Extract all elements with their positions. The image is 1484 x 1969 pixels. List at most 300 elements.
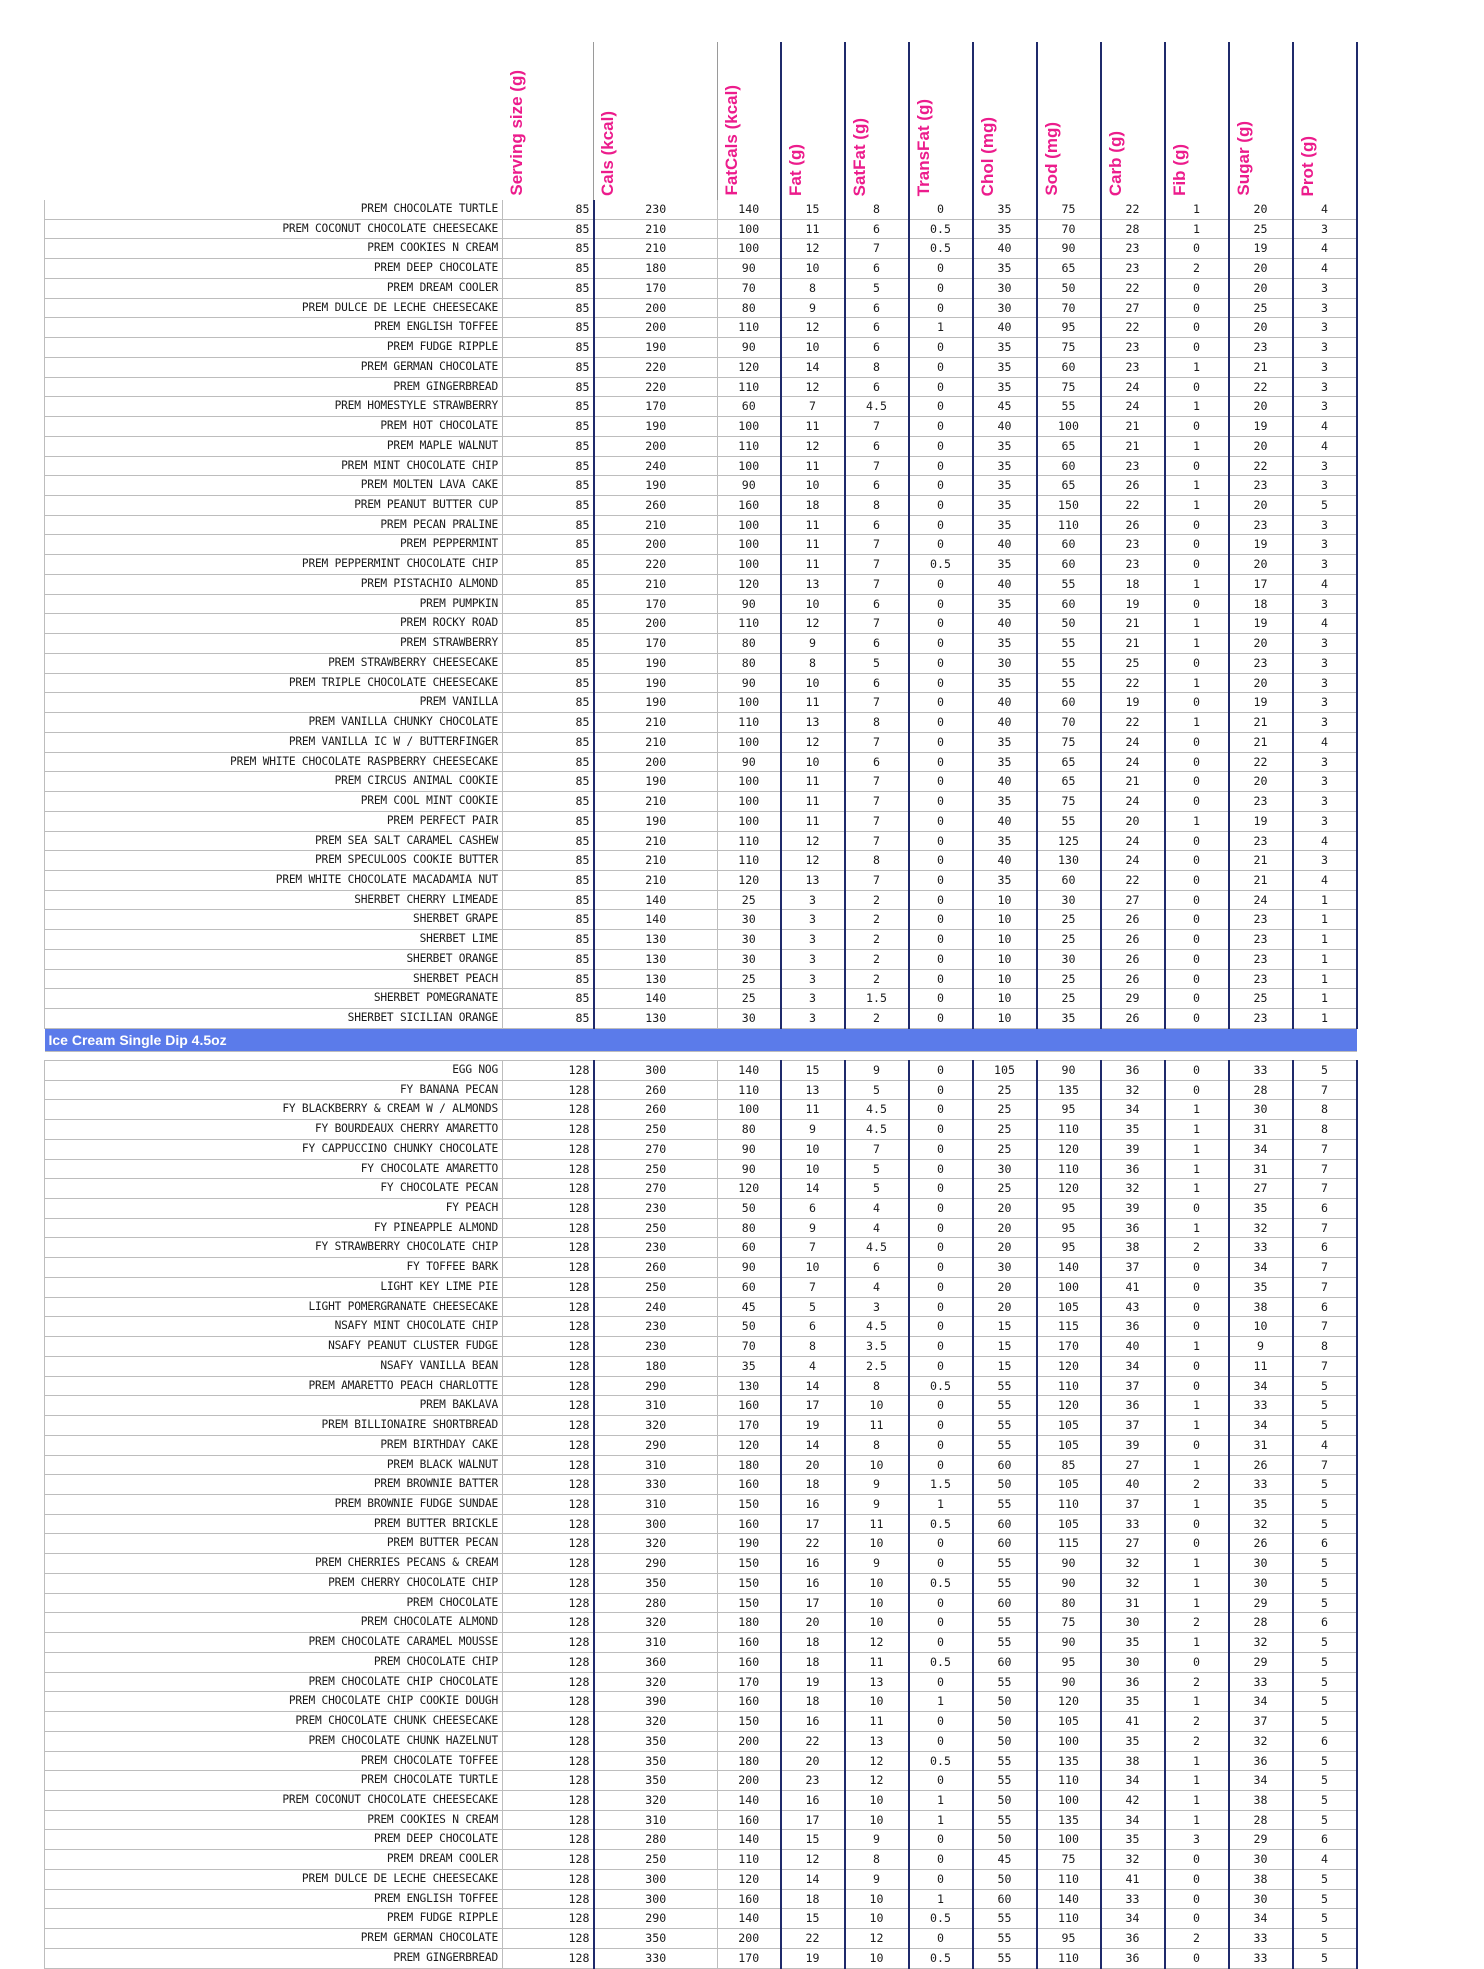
cholesterol-cell: 35 (973, 338, 1037, 358)
carbs-cell: 32 (1101, 1850, 1165, 1870)
serving-size-cell: 128 (503, 1317, 594, 1337)
fat-cell: 19 (781, 1948, 845, 1968)
sodium-cell: 105 (1037, 1435, 1101, 1455)
sodium-cell: 110 (1037, 1159, 1101, 1179)
sugar-cell: 29 (1229, 1593, 1293, 1613)
calories-cell: 330 (594, 1475, 718, 1495)
item-name-cell: LIGHT POMERGRANATE CHEESECAKE (45, 1297, 503, 1317)
trans-fat-cell: 0 (909, 969, 973, 989)
trans-fat-cell: 0 (909, 910, 973, 930)
sugar-cell: 17 (1229, 574, 1293, 594)
calories-cell: 320 (594, 1416, 718, 1436)
fat-calories-cell: 100 (718, 772, 781, 792)
protein-cell: 5 (1293, 496, 1357, 516)
protein-cell: 7 (1293, 1455, 1357, 1475)
serving-size-cell: 85 (503, 219, 594, 239)
protein-cell: 3 (1293, 673, 1357, 693)
sodium-cell: 70 (1037, 298, 1101, 318)
sat-fat-cell: 10 (845, 1909, 909, 1929)
fat-cell: 3 (781, 930, 845, 950)
calories-cell: 210 (594, 792, 718, 812)
calories-cell: 190 (594, 417, 718, 437)
fiber-cell: 0 (1165, 515, 1229, 535)
fat-cell: 10 (781, 338, 845, 358)
serving-size-cell: 128 (503, 1712, 594, 1732)
item-name-cell: PREM CHOCOLATE CHIP COOKIE DOUGH (45, 1692, 503, 1712)
section-block (45, 1028, 1357, 1060)
serving-size-cell: 128 (503, 1396, 594, 1416)
group-128g (45, 1060, 1357, 1968)
cholesterol-cell: 10 (973, 1009, 1037, 1029)
fiber-cell: 0 (1165, 1534, 1229, 1554)
table-row (45, 1376, 1357, 1396)
fiber-cell: 1 (1165, 1791, 1229, 1811)
fiber-cell: 1 (1165, 1139, 1229, 1159)
protein-cell: 5 (1293, 1495, 1357, 1515)
fiber-cell: 0 (1165, 239, 1229, 259)
calories-cell: 260 (594, 1258, 718, 1278)
table-row (45, 1554, 1357, 1574)
sodium-cell: 75 (1037, 732, 1101, 752)
trans-fat-cell: 0 (909, 1139, 973, 1159)
trans-fat-cell: 0 (909, 1009, 973, 1029)
header-carb: Carb (g) (1101, 42, 1165, 200)
table-row (45, 219, 1357, 239)
protein-cell: 7 (1293, 1277, 1357, 1297)
cholesterol-cell: 50 (973, 1712, 1037, 1732)
fat-cell: 22 (781, 1929, 845, 1949)
table-row (45, 594, 1357, 614)
cholesterol-cell: 40 (973, 772, 1037, 792)
sugar-cell: 28 (1229, 1810, 1293, 1830)
sugar-cell: 23 (1229, 792, 1293, 812)
fat-calories-cell: 160 (718, 1889, 781, 1909)
calories-cell: 190 (594, 476, 718, 496)
fiber-cell: 1 (1165, 397, 1229, 417)
item-name-cell: PREM DREAM COOLER (45, 1850, 503, 1870)
sugar-cell: 34 (1229, 1692, 1293, 1712)
fat-cell: 9 (781, 1218, 845, 1238)
table-row (45, 811, 1357, 831)
serving-size-cell: 85 (503, 634, 594, 654)
fiber-cell: 0 (1165, 969, 1229, 989)
serving-size-cell: 128 (503, 1948, 594, 1968)
cholesterol-cell: 30 (973, 1159, 1037, 1179)
item-name-cell: PREM PERFECT PAIR (45, 811, 503, 831)
cholesterol-cell: 25 (973, 1120, 1037, 1140)
item-name-cell: PREM VANILLA (45, 693, 503, 713)
fat-cell: 12 (781, 318, 845, 338)
fat-cell: 9 (781, 634, 845, 654)
protein-cell: 3 (1293, 792, 1357, 812)
fat-calories-cell: 140 (718, 200, 781, 219)
fiber-cell: 0 (1165, 535, 1229, 555)
header-chol: Chol (mg) (973, 42, 1037, 200)
carbs-cell: 35 (1101, 1830, 1165, 1850)
item-name-cell: SHERBET CHERRY LIMEADE (45, 890, 503, 910)
section-title: Ice Cream Single Dip 4.5oz (45, 1028, 1357, 1051)
calories-cell: 180 (594, 1356, 718, 1376)
fiber-cell: 1 (1165, 1337, 1229, 1357)
table-row (45, 1613, 1357, 1633)
protein-cell: 6 (1293, 1198, 1357, 1218)
table-row (45, 1948, 1357, 1968)
table-row (45, 752, 1357, 772)
fat-calories-cell: 170 (718, 1416, 781, 1436)
protein-cell: 5 (1293, 1909, 1357, 1929)
table-row (45, 1810, 1357, 1830)
carbs-cell: 26 (1101, 969, 1165, 989)
cholesterol-cell: 35 (973, 870, 1037, 890)
carbs-cell: 32 (1101, 1554, 1165, 1574)
fiber-cell: 1 (1165, 673, 1229, 693)
trans-fat-cell: 0 (909, 1712, 973, 1732)
sodium-cell: 65 (1037, 436, 1101, 456)
item-name-cell: PREM CHOCOLATE CHIP (45, 1652, 503, 1672)
protein-cell: 5 (1293, 1060, 1357, 1080)
carbs-cell: 22 (1101, 870, 1165, 890)
fat-calories-cell: 150 (718, 1554, 781, 1574)
sugar-cell: 11 (1229, 1356, 1293, 1376)
sodium-cell: 100 (1037, 1830, 1101, 1850)
sat-fat-cell: 6 (845, 377, 909, 397)
table-row (45, 989, 1357, 1009)
item-name-cell: PREM WHITE CHOCOLATE MACADAMIA NUT (45, 870, 503, 890)
sodium-cell: 35 (1037, 1009, 1101, 1029)
fiber-cell: 0 (1165, 1356, 1229, 1376)
sodium-cell: 105 (1037, 1514, 1101, 1534)
table-row (45, 1435, 1357, 1455)
sodium-cell: 100 (1037, 417, 1101, 437)
fiber-cell: 1 (1165, 436, 1229, 456)
fat-calories-cell: 100 (718, 555, 781, 575)
fat-cell: 8 (781, 1337, 845, 1357)
sat-fat-cell: 11 (845, 1514, 909, 1534)
carbs-cell: 36 (1101, 1218, 1165, 1238)
fiber-cell: 0 (1165, 1909, 1229, 1929)
fat-calories-cell: 100 (718, 811, 781, 831)
cholesterol-cell: 55 (973, 1396, 1037, 1416)
trans-fat-cell: 0 (909, 930, 973, 950)
fat-calories-cell: 100 (718, 1100, 781, 1120)
fat-calories-cell: 150 (718, 1495, 781, 1515)
trans-fat-cell: 0.5 (909, 1573, 973, 1593)
protein-cell: 8 (1293, 1120, 1357, 1140)
sugar-cell: 32 (1229, 1218, 1293, 1238)
item-name-cell: SHERBET GRAPE (45, 910, 503, 930)
serving-size-cell: 128 (503, 1475, 594, 1495)
sat-fat-cell: 8 (845, 357, 909, 377)
fat-cell: 3 (781, 1009, 845, 1029)
protein-cell: 5 (1293, 1869, 1357, 1889)
fiber-cell: 0 (1165, 732, 1229, 752)
sugar-cell: 20 (1229, 496, 1293, 516)
serving-size-cell: 128 (503, 1554, 594, 1574)
serving-size-cell: 85 (503, 732, 594, 752)
calories-cell: 230 (594, 1238, 718, 1258)
table-row (45, 1909, 1357, 1929)
sugar-cell: 23 (1229, 515, 1293, 535)
item-name-cell: PREM ENGLISH TOFFEE (45, 1889, 503, 1909)
header-prot: Prot (g) (1293, 42, 1357, 200)
fat-cell: 10 (781, 1159, 845, 1179)
protein-cell: 3 (1293, 772, 1357, 792)
sodium-cell: 60 (1037, 535, 1101, 555)
protein-cell: 3 (1293, 318, 1357, 338)
calories-cell: 230 (594, 200, 718, 219)
sat-fat-cell: 5 (845, 278, 909, 298)
protein-cell: 3 (1293, 219, 1357, 239)
cholesterol-cell: 45 (973, 397, 1037, 417)
protein-cell: 5 (1293, 1751, 1357, 1771)
carbs-cell: 39 (1101, 1139, 1165, 1159)
fat-calories-cell: 110 (718, 318, 781, 338)
fat-calories-cell: 110 (718, 1850, 781, 1870)
cholesterol-cell: 60 (973, 1652, 1037, 1672)
item-name-cell: PREM DREAM COOLER (45, 278, 503, 298)
trans-fat-cell: 0 (909, 496, 973, 516)
carbs-cell: 43 (1101, 1297, 1165, 1317)
trans-fat-cell: 0 (909, 1435, 973, 1455)
table-row (45, 1396, 1357, 1416)
trans-fat-cell: 0 (909, 1554, 973, 1574)
carbs-cell: 21 (1101, 436, 1165, 456)
table-row (45, 1652, 1357, 1672)
carbs-cell: 22 (1101, 318, 1165, 338)
header-fatcals: FatCals (kcal) (718, 42, 781, 200)
fat-cell: 13 (781, 574, 845, 594)
fiber-cell: 1 (1165, 574, 1229, 594)
calories-cell: 140 (594, 989, 718, 1009)
group-85g (45, 200, 1357, 1028)
trans-fat-cell: 0 (909, 1060, 973, 1080)
fat-calories-cell: 90 (718, 476, 781, 496)
table-row (45, 397, 1357, 417)
sat-fat-cell: 7 (845, 614, 909, 634)
fiber-cell: 0 (1165, 417, 1229, 437)
fat-calories-cell: 80 (718, 1120, 781, 1140)
sugar-cell: 23 (1229, 476, 1293, 496)
trans-fat-cell: 0 (909, 989, 973, 1009)
sat-fat-cell: 7 (845, 870, 909, 890)
fat-calories-cell: 90 (718, 1258, 781, 1278)
protein-cell: 3 (1293, 377, 1357, 397)
fat-cell: 13 (781, 870, 845, 890)
fiber-cell: 0 (1165, 1297, 1229, 1317)
trans-fat-cell: 0 (909, 1534, 973, 1554)
fat-cell: 14 (781, 1435, 845, 1455)
cholesterol-cell: 20 (973, 1277, 1037, 1297)
fat-calories-cell: 110 (718, 436, 781, 456)
trans-fat-cell: 0 (909, 870, 973, 890)
serving-size-cell: 85 (503, 693, 594, 713)
carbs-cell: 23 (1101, 357, 1165, 377)
item-name-cell: PREM PISTACHIO ALMOND (45, 574, 503, 594)
item-name-cell: PREM GERMAN CHOCOLATE (45, 357, 503, 377)
protein-cell: 4 (1293, 417, 1357, 437)
sat-fat-cell: 8 (845, 1376, 909, 1396)
fat-cell: 14 (781, 357, 845, 377)
carbs-cell: 20 (1101, 811, 1165, 831)
serving-size-cell: 128 (503, 1889, 594, 1909)
trans-fat-cell: 0 (909, 1771, 973, 1791)
table-row (45, 870, 1357, 890)
sodium-cell: 95 (1037, 1238, 1101, 1258)
sugar-cell: 32 (1229, 1633, 1293, 1653)
protein-cell: 5 (1293, 1652, 1357, 1672)
sugar-cell: 20 (1229, 318, 1293, 338)
fiber-cell: 1 (1165, 1771, 1229, 1791)
fat-cell: 7 (781, 1277, 845, 1297)
serving-size-cell: 128 (503, 1258, 594, 1278)
sodium-cell: 60 (1037, 594, 1101, 614)
carbs-cell: 34 (1101, 1100, 1165, 1120)
sat-fat-cell: 7 (845, 732, 909, 752)
sodium-cell: 140 (1037, 1889, 1101, 1909)
carbs-cell: 23 (1101, 535, 1165, 555)
sodium-cell: 65 (1037, 752, 1101, 772)
sugar-cell: 22 (1229, 456, 1293, 476)
cholesterol-cell: 35 (973, 831, 1037, 851)
cholesterol-cell: 55 (973, 1416, 1037, 1436)
table-row (45, 653, 1357, 673)
carbs-cell: 36 (1101, 1948, 1165, 1968)
sodium-cell: 110 (1037, 1771, 1101, 1791)
carbs-cell: 41 (1101, 1869, 1165, 1889)
serving-size-cell: 85 (503, 870, 594, 890)
sodium-cell: 60 (1037, 456, 1101, 476)
carbs-cell: 26 (1101, 1009, 1165, 1029)
sodium-cell: 170 (1037, 1337, 1101, 1357)
fat-calories-cell: 120 (718, 357, 781, 377)
protein-cell: 8 (1293, 1337, 1357, 1357)
protein-cell: 4 (1293, 574, 1357, 594)
item-name-cell: PREM BLACK WALNUT (45, 1455, 503, 1475)
sugar-cell: 20 (1229, 673, 1293, 693)
header-blank (45, 42, 503, 200)
fiber-cell: 0 (1165, 870, 1229, 890)
fiber-cell: 1 (1165, 713, 1229, 733)
calories-cell: 210 (594, 713, 718, 733)
carbs-cell: 37 (1101, 1376, 1165, 1396)
fiber-cell: 0 (1165, 1652, 1229, 1672)
fiber-cell: 1 (1165, 476, 1229, 496)
sugar-cell: 20 (1229, 436, 1293, 456)
protein-cell: 4 (1293, 1850, 1357, 1870)
item-name-cell: PREM BIRTHDAY CAKE (45, 1435, 503, 1455)
sat-fat-cell: 10 (845, 1692, 909, 1712)
sat-fat-cell: 4 (845, 1277, 909, 1297)
protein-cell: 5 (1293, 1514, 1357, 1534)
fat-cell: 17 (781, 1396, 845, 1416)
sugar-cell: 32 (1229, 1731, 1293, 1751)
protein-cell: 5 (1293, 1416, 1357, 1436)
sat-fat-cell: 7 (845, 456, 909, 476)
calories-cell: 300 (594, 1889, 718, 1909)
sodium-cell: 115 (1037, 1534, 1101, 1554)
item-name-cell: FY CHOCOLATE AMARETTO (45, 1159, 503, 1179)
serving-size-cell: 128 (503, 1060, 594, 1080)
sodium-cell: 80 (1037, 1593, 1101, 1613)
cholesterol-cell: 35 (973, 555, 1037, 575)
carbs-cell: 24 (1101, 732, 1165, 752)
cholesterol-cell: 40 (973, 239, 1037, 259)
cholesterol-cell: 55 (973, 1495, 1037, 1515)
cholesterol-cell: 40 (973, 614, 1037, 634)
sugar-cell: 30 (1229, 1100, 1293, 1120)
fat-calories-cell: 140 (718, 1791, 781, 1811)
sugar-cell: 28 (1229, 1080, 1293, 1100)
protein-cell: 3 (1293, 634, 1357, 654)
cholesterol-cell: 50 (973, 1731, 1037, 1751)
protein-cell: 4 (1293, 831, 1357, 851)
sat-fat-cell: 8 (845, 496, 909, 516)
calories-cell: 240 (594, 456, 718, 476)
fat-calories-cell: 80 (718, 653, 781, 673)
sugar-cell: 26 (1229, 1455, 1293, 1475)
protein-cell: 7 (1293, 1159, 1357, 1179)
protein-cell: 4 (1293, 239, 1357, 259)
carbs-cell: 21 (1101, 614, 1165, 634)
item-name-cell: PREM ROCKY ROAD (45, 614, 503, 634)
item-name-cell: PREM DEEP CHOCOLATE (45, 1830, 503, 1850)
sugar-cell: 33 (1229, 1396, 1293, 1416)
sodium-cell: 60 (1037, 870, 1101, 890)
fat-cell: 15 (781, 1830, 845, 1850)
trans-fat-cell: 0 (909, 456, 973, 476)
fat-cell: 15 (781, 1909, 845, 1929)
sugar-cell: 34 (1229, 1771, 1293, 1791)
item-name-cell: PREM HOMESTYLE STRAWBERRY (45, 397, 503, 417)
fat-cell: 10 (781, 752, 845, 772)
sodium-cell: 95 (1037, 1100, 1101, 1120)
fat-cell: 11 (781, 555, 845, 575)
trans-fat-cell: 0 (909, 949, 973, 969)
fiber-cell: 1 (1165, 1416, 1229, 1436)
fat-cell: 9 (781, 298, 845, 318)
trans-fat-cell: 0 (909, 1258, 973, 1278)
cholesterol-cell: 35 (973, 792, 1037, 812)
fat-calories-cell: 140 (718, 1830, 781, 1850)
fiber-cell: 1 (1165, 1179, 1229, 1199)
fat-calories-cell: 25 (718, 989, 781, 1009)
table-row (45, 1929, 1357, 1949)
fat-calories-cell: 160 (718, 1475, 781, 1495)
fat-cell: 15 (781, 1060, 845, 1080)
table-row (45, 1791, 1357, 1811)
serving-size-cell: 128 (503, 1929, 594, 1949)
cholesterol-cell: 10 (973, 890, 1037, 910)
header-sugar: Sugar (g) (1229, 42, 1293, 200)
fat-cell: 10 (781, 594, 845, 614)
trans-fat-cell: 0 (909, 890, 973, 910)
protein-cell: 1 (1293, 949, 1357, 969)
sat-fat-cell: 10 (845, 1889, 909, 1909)
calories-cell: 250 (594, 1277, 718, 1297)
sugar-cell: 20 (1229, 397, 1293, 417)
sat-fat-cell: 3 (845, 1297, 909, 1317)
cholesterol-cell: 55 (973, 1771, 1037, 1791)
carbs-cell: 35 (1101, 1731, 1165, 1751)
protein-cell: 1 (1293, 969, 1357, 989)
fat-cell: 4 (781, 1356, 845, 1376)
cholesterol-cell: 55 (973, 1810, 1037, 1830)
item-name-cell: PREM HOT CHOCOLATE (45, 417, 503, 437)
fat-calories-cell: 140 (718, 1060, 781, 1080)
table-row (45, 1692, 1357, 1712)
trans-fat-cell: 0 (909, 1633, 973, 1653)
calories-cell: 210 (594, 851, 718, 871)
